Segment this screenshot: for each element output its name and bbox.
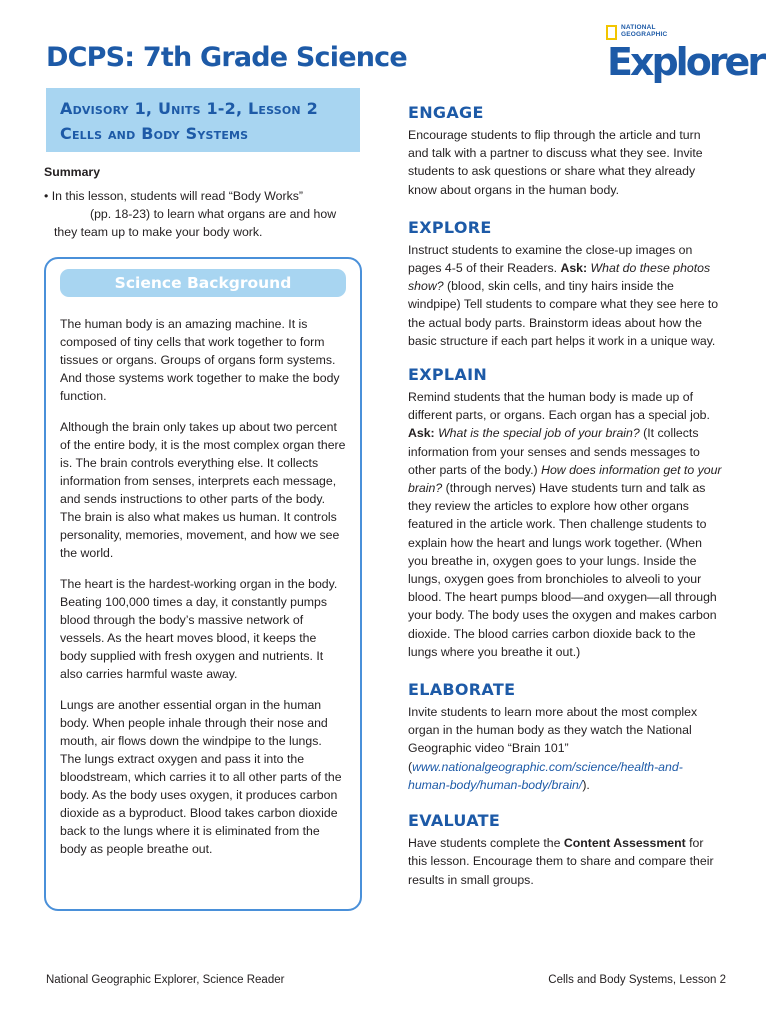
ask-label: Ask:: [408, 426, 435, 441]
explore-text-b: (blood, skin cells, and tiny hairs inside the windpipe) Tell students to compare what they see here to the actual body parts. Brainstorm ideas about how the basic structure if each part helps it work in a unique way.: [408, 279, 719, 348]
explain-text-c: (through nerves) Have students turn and talk as they review the articles to explore how other organs featured in the article work. Then challenge students to explain how the heart and lungs work together. (When you breathe in, oxygen goes to your lungs. Inside the lungs, oxygen goes from bronchioles to alveoli to your blood. The heart pumps blood—and oxygen—all through your body. The body uses the oxygen and makes carbon dioxide. The blood carries carbon dioxide back to the lungs where you breathe it out.): [408, 481, 717, 659]
elaborate-text-b: ).: [582, 777, 590, 792]
footer-source: National Geographic Explorer, Science Reader: [46, 974, 285, 986]
summary-section: [44, 163, 362, 241]
summary-heading: Summary: [44, 165, 101, 179]
explain-question-1: What is the special job of your brain?: [438, 426, 640, 441]
evaluate-section: [408, 808, 724, 889]
explain-body: [408, 388, 724, 661]
explore-text-a: Instruct students to examine the close-up images on pages 4-5 of their Readers.: [408, 242, 693, 276]
yellow-frame-icon: [606, 25, 617, 40]
lesson-advisory: Advisory 1, Units 1-2, Lesson 2: [60, 99, 318, 118]
content-assessment-label: Content Assessment: [563, 836, 686, 851]
logo-brand: NATIONAL GEOGRAPHIC: [621, 24, 668, 38]
engage-section: [408, 100, 724, 199]
explore-question: What do these photos show?: [408, 261, 711, 294]
science-paragraph: Although the brain only takes up about two percent of the entire body, it is the most complex organ there is. The brain controls everything else. It collects information from senses, interprets each message, and sends instructions to other parts of the body. The brain is also what makes us human. It controls personality, memories, movement, and how we see the world.: [60, 420, 346, 560]
evaluate-body: [408, 834, 724, 889]
lesson-banner: [46, 88, 360, 152]
elaborate-section: [408, 677, 724, 794]
ask-label: Ask:: [560, 261, 588, 276]
elaborate-body: [408, 703, 724, 794]
elaborate-heading: ELABORATE: [408, 680, 516, 700]
summary-text-a: In this lesson, students will read “Body Works”: [51, 189, 304, 203]
summary-text-b: (pp. 18-23) to learn what organs are and how they team up to make your body work.: [54, 207, 337, 239]
evaluate-text-a: Have students complete the: [408, 836, 561, 851]
page-title: DCPS: 7th Grade Science: [46, 42, 407, 73]
logo-wordmark: Explorer: [607, 40, 764, 84]
science-paragraph: The human body is an amazing machine. It is composed of tiny cells that work together to form tissues or organs. Groups of organs form systems. And those systems work together to make the body function.: [60, 317, 340, 403]
science-paragraph: The heart is the hardest-working organ in the body. Beating 100,000 times a day, it constantly pumps blood through the body’s massive network of vessels. As the heart moves blood, it keeps the body supplied with fresh oxygen and nutrients. It also carries harmful waste away.: [60, 577, 338, 681]
footer-lesson: Cells and Body Systems, Lesson 2: [548, 974, 726, 986]
lesson-topic: Cells and Body Systems: [60, 124, 249, 143]
elaborate-text-a: Invite students to learn more about the most complex organ in the human body as they watch the National Geographic video “Brain 101” (: [408, 705, 698, 774]
explore-section: [408, 215, 724, 350]
evaluate-text-b: for this lesson. Encourage them to share and compare their results in small groups.: [408, 836, 714, 887]
lesson-steps-column: [408, 100, 724, 889]
explorer-logo: [606, 22, 764, 92]
summary-item: [44, 187, 362, 241]
explore-body: [408, 241, 724, 350]
evaluate-heading: EVALUATE: [408, 811, 501, 831]
explain-heading: EXPLAIN: [408, 365, 488, 385]
engage-heading: ENGAGE: [408, 103, 484, 122]
explain-section: [408, 362, 724, 661]
explain-question-2: How does information get to your brain?: [408, 462, 722, 496]
explain-text-a: Remind students that the human body is made up of different parts, or organs. Each organ has a special job.: [408, 390, 710, 423]
science-background-box: [44, 257, 362, 911]
explain-text-b: (It collects information from your senses and sends messages to other parts of the body.): [408, 426, 700, 477]
engage-body: Encourage students to flip through the article and turn and talk with a partner to discuss what they see. Invite students to ask questions or share what they already know about organs in the human body.: [408, 128, 703, 197]
explore-heading: EXPLORE: [408, 217, 492, 237]
science-paragraph: Lungs are another essential organ in the human body. When people inhale through their nose and mouth, air flows down the windpipe to the lungs. The lungs extract oxygen and pass it into the bloodstream, which carries it to all other parts of the body. As the body uses oxygen, it produces carbon dioxide as a byproduct. Blood takes carbon dioxide back to the lungs where it is eliminated from the body as people breathe out.: [60, 698, 342, 856]
brain-video-link[interactable]: www.nationalgeographic.com/science/health-and-human-body/human-body/brain/: [408, 759, 683, 792]
science-background-title: Science Background: [60, 269, 346, 297]
bullet-icon: •: [44, 189, 49, 203]
